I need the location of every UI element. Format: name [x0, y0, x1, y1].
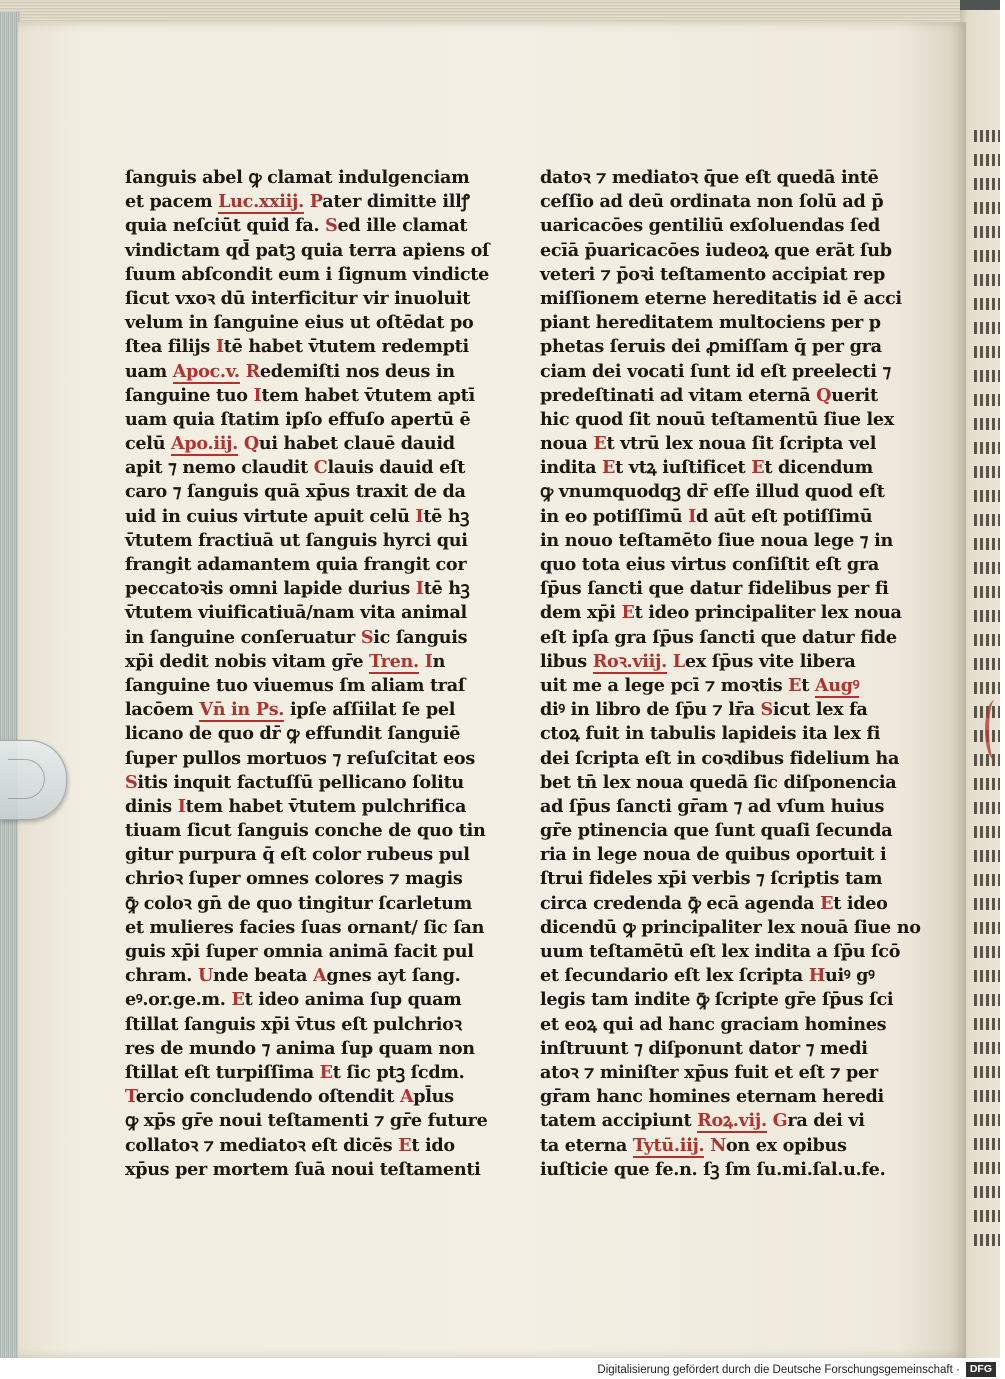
facing-page-text-bleed [974, 1234, 1000, 1246]
text-line: Tercio concludendo oſtendit Apl̄us [125, 1086, 454, 1108]
text-line: predeſtinati ad vitam eternā Querit [540, 384, 878, 406]
facing-page-text-bleed [974, 1162, 1000, 1174]
text-line: ſanguine tuo viuemus ſm aliam traſ [125, 674, 466, 696]
text-line: ſtillat eſt turpiſſima Et ſic ptꝫ ſcdm. [125, 1061, 465, 1083]
text-line: dei ſcripta eſt in coꝛdibus fidelium ha [540, 747, 900, 769]
facing-page-text-bleed [974, 346, 1000, 358]
facing-page-text-bleed [974, 322, 1000, 334]
facing-page-text-bleed [974, 946, 1000, 958]
text-line: iuſticie que fe.n. ſꝫ ſm ſu.mi.ſal.u.fe. [540, 1158, 886, 1180]
facing-page-text-bleed [974, 298, 1000, 310]
facing-page-text-bleed [974, 1090, 1000, 1102]
text-line: ſanguis abel ꝙ clamat indulgenciam [125, 167, 470, 188]
text-line: ſtea filijs Itē habet v̄tutem redempti [125, 336, 469, 358]
digitization-footer [0, 1360, 1000, 1379]
text-line: v̄tutem fractiuā ut ſanguis hyrci qui [125, 529, 468, 551]
text-line: celū Apo.iij. Qui habet clauē dauid [125, 433, 455, 455]
text-line: xp̄us per mortem ſuā noui teſtamenti [125, 1158, 481, 1180]
text-line: phetas ſeruis dei ꝓmiſſam q̄ per gra [540, 336, 882, 358]
text-line: gitur purpura q̄ eſt color rubeus pul [125, 844, 470, 866]
text-line: datoꝛ ⁊ mediatoꝛ q̄ue eſt quedā intē [540, 167, 879, 188]
facing-page-text-bleed [974, 226, 1000, 238]
text-line: in ſanguine conſeruatur Sic ſanguis [125, 626, 468, 648]
facing-page-rubric-mark [985, 700, 1005, 760]
footer-credit: Digitalisierung gefördert durch die Deutsche Forschungsgemeinschaft · [597, 1363, 960, 1376]
text-line: dem xp̄i Et ideo principaliter lex noua [540, 602, 902, 624]
text-line: tatem accipiunt Roꝝ.vij. Gra dei vi [540, 1110, 865, 1132]
facing-page-text-bleed [974, 922, 1000, 934]
text-line: uum teſtamētū eſt lex indita a ſp̄u ſcō [540, 941, 901, 962]
text-line: v̄tutem viuificatiuā/nam vita animal [125, 602, 467, 624]
dfg-logo: DFG [966, 1362, 996, 1377]
text-line: ſtillat ſanguis xp̄i v̄tus eſt pulchrioꝛ [125, 1013, 462, 1035]
facing-page-text-bleed [974, 130, 1000, 142]
facing-page-text-bleed [974, 1066, 1000, 1078]
text-line: frangit adamantem quia frangit cor [125, 554, 467, 575]
text-line: ꝙ vnumquodqꝫ dr̄ eſſe illud quod eſt [540, 481, 885, 503]
text-line: gr̄am hanc homines eternam heredi [540, 1086, 884, 1108]
facing-page-text-bleed [974, 418, 1000, 430]
text-line: diꝰ in libro de ſp̄u ⁊ lr̄a Sicut lex fa [540, 699, 868, 721]
facing-page-text-bleed [974, 1114, 1000, 1126]
text-line: ſanguine tuo Item habet v̄tutem aptī [125, 384, 475, 406]
text-line: indita Et vtꝝ iuſtificet Et dicendum [540, 457, 873, 479]
text-line: ctoꝝ fuit in tabulis lapideis ita lex fi [540, 723, 881, 745]
text-line: guis xp̄i ſuper omnia animā facit pul [125, 941, 474, 962]
text-line: uaricacōes gentiliū exſoluendas ſed [540, 215, 881, 237]
facing-page-text-bleed [974, 490, 1000, 502]
text-line: legis tam indite ꝙ̄ ſcripte gr̄e ſp̄us ſci [540, 989, 894, 1011]
text-line: dinis Item habet v̄tutem pulchrifica [125, 795, 467, 817]
text-line: gr̄e ptinencia que ſunt quaſi ſecunda [540, 820, 893, 842]
facing-page-text-bleed [974, 802, 1000, 814]
facing-page-text-bleed [974, 1210, 1000, 1222]
text-line: ſuum abſcondit eum i ſignum vindicte [125, 263, 489, 285]
text-line: in nouo teſtamēto ſiue noua lege ⁊ in [540, 529, 893, 551]
text-line: ta eterna Tytū.iij. Non ex opibus [540, 1134, 847, 1156]
facing-page-text-bleed [974, 658, 1000, 670]
facing-page-text-bleed [974, 514, 1000, 526]
facing-page-text-bleed [974, 610, 1000, 622]
facing-page-text-bleed [974, 1138, 1000, 1150]
text-line: chram. Unde beata Agnes ayt ſang. [125, 965, 461, 987]
text-line: piant hereditatem multociens per p [540, 312, 881, 334]
text-line: tiuam ſicut ſanguis conche de quo tin [125, 820, 486, 842]
text-line: bet tn̄ lex noua quedā ſic diſponencia [540, 771, 897, 793]
facing-page-text-bleed [974, 442, 1000, 454]
text-line: atoꝛ ⁊ miniſter xp̄us fuit et eſt ⁊ per [540, 1061, 878, 1083]
text-column-right [540, 166, 921, 1182]
text-line: caro ⁊ ſanguis quā xp̄us traxit de da [125, 481, 466, 503]
facing-page-text-bleed [974, 970, 1000, 982]
text-line: licano de quo dr̄ ꝙ effundit ſanguiē [125, 723, 461, 745]
text-line: inſtruunt ⁊ diſponunt dator ⁊ medi [540, 1037, 868, 1059]
text-line: ſp̄us ſancti que datur fidelibus per fi [540, 578, 889, 600]
facing-page-text-bleed [974, 634, 1000, 646]
facing-page-text-bleed [974, 250, 1000, 262]
facing-page-text-bleed [974, 538, 1000, 550]
text-line: libus Roꝛ.viij. Lex ſp̄us vite libera [540, 650, 856, 672]
text-line: peccatoꝛis omni lapide durius Itē hꝫ [125, 578, 470, 600]
text-line: eſt ipſa gra ſp̄us ſancti que datur fide [540, 626, 897, 648]
text-line: ria in lege noua de quibus oportuit i [540, 844, 887, 866]
text-line: noua Et vtrū lex noua ſit ſcripta vel [540, 433, 877, 455]
text-line: ad ſp̄us ſancti gr̄am ⁊ ad vſum huius [540, 795, 885, 817]
text-line: lacōem Vn̄ in Ps. ipſe aſſi̇ilat ſe pel [125, 699, 456, 721]
text-line: ſtrui fideles xp̄i verbis ⁊ ſcriptis tam [540, 868, 883, 890]
facing-page-text-bleed [974, 178, 1000, 190]
text-line: uam Apoc.v. Redemiſti nos deus in [125, 360, 455, 382]
facing-page-text-bleed [974, 1018, 1000, 1030]
facing-page-text-bleed [974, 154, 1000, 166]
text-line: apit ⁊ nemo claudit Clauis dauid eſt [125, 457, 466, 479]
page-stack-left-edge [0, 12, 20, 1358]
page-stack-top-edge [0, 0, 960, 23]
text-line: ciam dei vocati ſunt id eſt preelecti ⁊ [540, 360, 891, 382]
facing-page-text-bleed [974, 586, 1000, 598]
facing-page-text-bleed [974, 466, 1000, 478]
facing-page-text-bleed [974, 874, 1000, 886]
facing-page-text-bleed [974, 1186, 1000, 1198]
text-line: et ſecundario eſt lex ſcripta Huiꝰ gꝰ [540, 965, 875, 987]
text-line: vindictam qd̄ patꝫ quia terra apiens oſ [125, 239, 490, 261]
text-column-left [125, 166, 490, 1182]
text-line: in eo potiſſimū Id aūt eſt potiſſimū [540, 505, 873, 527]
facing-page-text-bleed [974, 826, 1000, 838]
facing-page-text-bleed [974, 274, 1000, 286]
facing-page-text-bleed [974, 562, 1000, 574]
text-line: hic quod ſit nouū teſtamentū ſiue lex [540, 408, 894, 430]
text-line: ꝙ xp̄s gr̄e noui teſtamenti ⁊ gr̄e future [125, 1110, 488, 1132]
facing-page-text-bleed [974, 778, 1000, 790]
facing-page-text-bleed [974, 394, 1000, 406]
text-line: et pacem Luc.xxiij. Pater dimitte illꝭ [125, 191, 470, 213]
text-line: ſuper pullos mortuos ⁊ reſuſcitat eos [125, 747, 475, 769]
text-line: eꝰ.or.ge.m. Et ideo anima ſup quam [125, 989, 462, 1011]
text-line: chrioꝛ ſuper omnes colores ⁊ magis [125, 868, 463, 890]
text-line: ceſſio ad deū ordinata non ſolū ad p̄ [540, 191, 884, 213]
facing-page-text-bleed [974, 202, 1000, 214]
text-line: quia neſciūt quid fa. Sed ille clamat [125, 215, 468, 237]
text-line: uid in cuius virtute apuit celū Itē hꝫ [125, 505, 470, 527]
text-line: circa credenda ꝙ̄ ecā agenda Et ideo [540, 892, 888, 914]
text-line: quo tota eius virtus conſiſtit eſt gra [540, 554, 879, 575]
text-line: velum in ſanguine eius ut oſtēdat po [125, 312, 474, 334]
text-line: uam quia ſtatim ipſo effuſo apertū ē [125, 408, 471, 430]
facing-page-text-bleed [974, 850, 1000, 862]
facing-page-text-bleed [974, 898, 1000, 910]
text-line: xp̄i dedit nobis vitam gr̄e Tren. In [125, 650, 446, 672]
facing-page-edge [960, 10, 1000, 1358]
facing-page-text-bleed [974, 994, 1000, 1006]
text-line: dicendū ꝙ principaliter lex nouā ſiue no [540, 916, 921, 938]
facing-page-text-bleed [974, 370, 1000, 382]
text-line: res de mundo ⁊ anima ſup quam non [125, 1037, 475, 1059]
text-line: et mulieres facies ſuas ornant/ ſic ſan [125, 916, 485, 938]
facing-page-text-bleed [974, 1042, 1000, 1054]
text-line: ꝙ̄ coloꝛ gn̄ de quo tingitur ſcarletum [125, 892, 472, 914]
text-line: Sitis inquit factuſſū pellicano ſolitu [125, 771, 464, 793]
text-line: ecīā p̄uaricacōes iudeoꝝ que erāt ſub [540, 239, 892, 261]
facing-page-text-bleed [974, 682, 1000, 694]
text-line: ſicut vxoꝛ dū interficitur vir inuoluit [125, 287, 471, 309]
text-line: veteri ⁊ p̄oꝛi teſtamento accipiat rep [540, 263, 886, 285]
text-line: uit me a lege pcī ⁊ moꝛtis Et Augꝰ [540, 674, 860, 696]
text-line: collatoꝛ ⁊ mediatoꝛ eſt dicēs Et ido [125, 1134, 455, 1156]
text-line: miſſionem eterne hereditatis id ē acci [540, 287, 902, 309]
text-line: et eoꝝ qui ad hanc graciam homines [540, 1013, 887, 1035]
